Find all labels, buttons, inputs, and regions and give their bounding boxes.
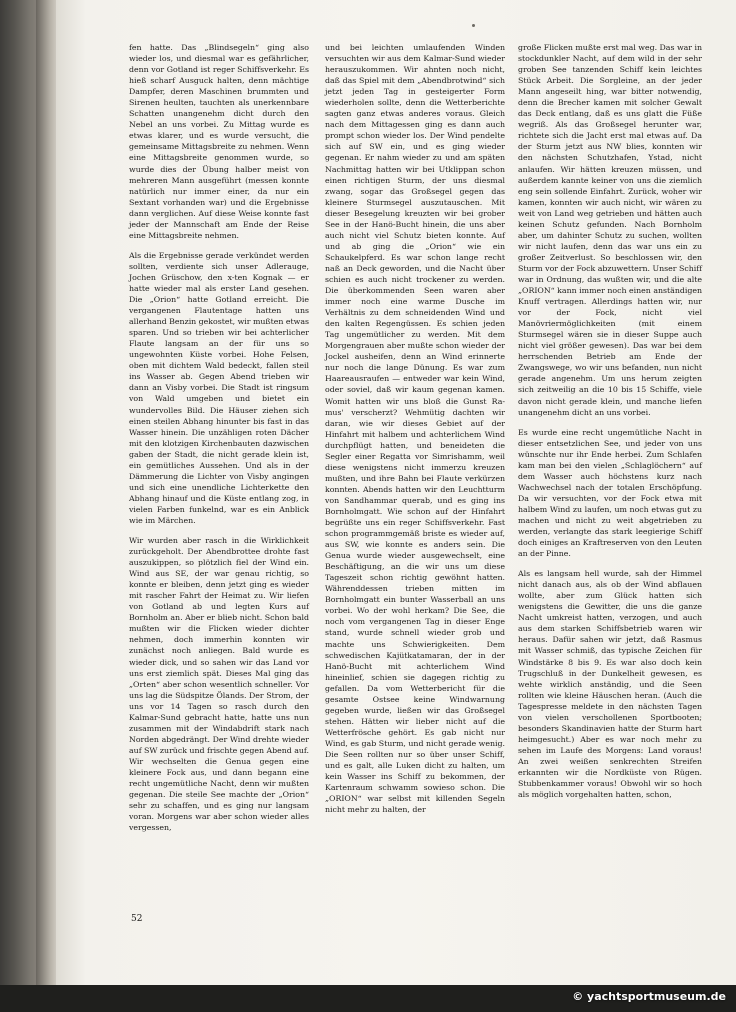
paragraph: große Flicken mußte erst mal weg. Das war in stockdunkler Nacht, auf dem wild in der sehr groben See tanzenden Schiff kein leichtes Stück Arbeit. Die Sorgleine, an der jeder Mann angeseilt hing, war bitter notwendig, denn die Brecher kamen mit solcher Gewalt das Deck entlang, daß es uns glatt die Füße wegriß. Als das Großsegel herunter war, richtete sich die Jacht erst mal etwas auf. Da der Sturm jetzt aus NW blies, konnten wir den nächsten Schutzhafen, Ystad, nicht anlaufen. Wir hätten kreuzen müssen, und außerdem kannte keiner von uns die ziemlich eng sein sollende Einfahrt. Zurück, woher wir kamen, konnten wir auch nicht, wir wären zu weit von Land weg getrieben und hätten auch keinen Schutz gefunden. Nach Bornholm aber, um dahinter Schutz zu suchen, wollten wir nicht laufen, denn das war uns ein zu großer Zeitverlust. So beschlossen wir, den Sturm vor der Fock abzuwettern. Unser Schiff war in Ordnung, das wußten wir, und die alte „ORION“ kann immer noch einen anständigen Knuff vertragen. Allerdings hatten wir, nur vor der Fock, nicht viel Manövriermöglichkeiten (mit einem Sturmsegel wären sie in dieser Suppe auch nicht viel größer gewesen). Das war bei dem herrschenden Betrieb am Ende der Zwangswege, wo wir uns befanden, nun nicht gerade angenehm. Um uns herum zeigten sich zeitweilig an die 10 bis 15 Schiffe, viele davon nicht gerade klein, und manche liefen unangenehm dicht an uns vorbei. [518,43,703,417]
paragraph: Als die Ergebnisse gerade verkündet werden sollten, verdiente sich unser Adlerauge, Jochen Grüschow, den x-ten Kognak — er hatte wieder mal als erster Land gesehen. Die „Orion“ hatte Gotland erreicht. Die vergangenen Flautentage hatten uns allerhand Benzin gekostet, wir mußten etwas sparen. Und so trieben wir bei achterlicher Flaute langsam an der für uns so ungewohnten Küste vorbei. Hohe Felsen, oben mit dichtem Wald bedeckt, fallen steil ins Wasser ab. Gegen Abend trieben wir dann an Visby vorbei. Die Stadt ist ringsum von Wald umgeben und bietet ein wundervolles Bild. Die Häuser ziehen sich einen steilen Abhang hinunter bis fast in das Wasser hinein. Die unzähligen roten Dächer mit den klotzigen Kirchenbauten dazwischen gaben der Stadt, die nicht gerade klein ist, ein gemütliches Aussehen. Und als in der Dämmerung die Lichter von Visby angingen und sich eine unendliche Lichterkette den Abhang hinauf und die Küste entlang zog, in vielen Farben funkelnd, war es ein Anblick wie im Märchen. [129,250,310,525]
page-number: 52 [131,914,143,924]
paragraph: und bei leichten umlaufenden Winden versuchten wir aus dem Kalmar-Sund wieder herauszukommen. Wir ahnten noch nicht, daß das Spiel mit dem „Abendbrotwind“ sich jetzt jeden Tag in gesteigerter Form wiederholen sollte, denn die Wetterberichte sagten ganz etwas anderes voraus. Gleich nach dem Mittagessen ging es dann auch prompt schon wieder los. Der Wind pendelte sich auf SW ein, und es ging wieder gegenan. Er nahm wieder zu und am späten Nachmittag hatten wir bei Utklippan schon einen richtigen Sturm, der uns diesmal zwang, sogar das Großsegel gegen das kleinere Sturmsegel auszutauschen. Mit dieser Besegelung kreuzten wir bei grober See in der Hanö-Bucht hinein, die uns aber auch nicht viel Schutz bieten konnte. Auf und ab ging die „Orion“ wie ein Schaukelpferd. Es war schon lange recht naß an Deck geworden, und die Nacht über schien es auch nicht trockener zu werden. Die überkommenden Seen waren aber immer noch eine warme Dusche im Verhältnis zu dem schneidenden Wind und den kalten Regengüssen. Es schien jeden Tag ungemütlicher zu werden. Mit dem Morgengrauen aber mußte schon wieder der Jockel ausheifen, denn an Wind erinnerte nur noch die lange Dünung. Es war zum Haareausraufen — entweder war kein Wind, oder soviel, daß wir kaum gegenan kamen. Womit hatten wir uns bloß die Gunst Ra-mus' verscherzt? Wehmütig dachten wir daran, wie wir dieses Gebiet auf der Hinfahrt mit halbem und achterlichem Wind durchpflügt hatten, und beneideten die Segler einer Regatta vor Simrishamm, weil diese wenigstens nicht immerzu kreuzen mußten, und ihre Bahn bei Flaute verkürzen konnten. Abends hatten wir den Leuchtturm von Sandhammar querab, und es ging ins Bornholmgatt. Wie schon auf der Hinfahrt begrüßte uns ein reger Schiffsverkehr. Fast schon programmgemäß briste es wieder auf, aus SW, wie konnte es anders sein. Die Genua wurde wieder ausgewechselt, eine Beschäftigung, an die wir uns um diese Tageszeit schon richtig gewöhnt hatten. Währenddessen trieben mitten im Bornholmgatt ein bunter Wasserball an uns vorbei. Wo der wohl herkam? Die See, die noch vom vergangenen Tag in dieser Enge stand, wurde schnell wieder grob und machte uns Schwierigkeiten. Dem schwedischen Kajütkatamaran, der in der Hanö-Bucht mit achterlichem Wind hineinlief, schien sie dagegen richtig zu gefallen. Da vom Wetterbericht für die gesamte Ostsee keine Windwarnung gegeben wurde, ließen wir das Großsegel stehen. Hätten wir lieber nicht auf die Wetterfrösche gehört. Es gab nicht nur Wind, es gab Sturm, und nicht gerade wenig. Die Seen rollten nur so über unser Schiff, und es galt, alle Luken dicht zu halten, um kein Wasser ins Schiff zu bekommen, der Kartenraum schwamm sowieso schon. Die „ORION“ war selbst mit killenden Segeln nicht mehr zu halten, der [325,43,505,815]
text-column-left [129,42,309,833]
text-column-middle [325,42,505,815]
paragraph: Es wurde eine recht ungemütliche Nacht in dieser entsetzlichen See, und jeder von uns wünschte nur ihr Ende herbei. Zum Schlafen kam man bei den vielen „Schlaglöchern“ auf dem Wasser auch höchstens kurz nach Wachwechsel nach der totalen Erschöpfung. Da wir versuchten, vor der Fock etwa mit halbem Wind zu laufen, um noch etwas gut zu machen und nicht zu weit abgetrieben zu werden, verlangte das stark leegierige Schiff doch einiges an Kraftreserven von den Leuten an der Pinne. [518,427,702,559]
paragraph: Wir wurden aber rasch in die Wirklichkeit zurückgeholt. Der Abendbrottee drohte fast auszukippen, so plötzlich fiel der Wind ein. Wind aus SE, der war genau richtig, so konnte er bleiben, denn jetzt ging es wieder mit rascher Fahrt der Heimat zu. Wir liefen von Gotland ab und legten Kurs auf Bornholm an. Aber er blieb nicht. Schon bald mußten wir die Flicken wieder dichter nehmen, doch immerhin konnten wir zunächst noch anliegen. Bald wurde es wieder dick, und so sahen wir das Land vor uns erst ziemlich spät. Dieses Mal ging das „Orten“ aber schon wesentlich schneller. Vor uns lag die Südspitze Ölands. Der Strom, der uns vor 14 Tagen so rasch durch den Kalmar-Sund gebracht hatte, hatte uns nun zusammen mit der Windabdrift stark nach Norden abgedrängt. Der Wind drehte wieder auf SW zurück und frischte gegen Abend auf. Wir wechselten die Genua gegen eine kleinere Fock aus, und dann begann eine recht ungemütliche Nacht, denn wir mußten gegenan. Die steile See machte der „Orion“ sehr zu schaffen, und es ging nur langsam voran. Morgens war aber schon wieder alles vergessen, [129,536,309,833]
text-column-right [518,42,702,800]
paper-speck [472,24,475,27]
paragraph: Als es langsam hell wurde, sah der Himmel nicht danach aus, als ob der Wind abflauen wollte, aber zum Glück hatten sich wenigstens die Gewitter, die uns die ganze Nacht umkreist hatten, verzogen, und auch aus dem starken Schiffsbetrieb waren wir heraus. Dafür sahen wir jetzt, daß Rasmus mit Wasser schmiß, das typische Zeichen für Windstärke 8 bis 9. Es war also doch kein Trugschluß in der Dunkelheit gewesen, es wehte wirklich anständig, und die Seen rollten wie kleine Häuschen heran. (Auch die Tagespresse meldete in den nächsten Tagen von vielen verschollenen Sportbooten; besonders Skandinavien hatte der Sturm hart heimgesucht.) Aber es war noch mehr zu sehen im Laufe des Morgens: Land voraus! An zwei weißen senkrechten Streifen erkannten wir die Nordküste von Rügen. Stubbenkammer voraus! Obwohl wir so hoch als möglich vorgehalten hatten, schon, [518,569,702,800]
watermark: © yachtsportmuseum.de [572,990,726,1003]
paragraph: fen hatte. Das „Blindsegeln“ ging also wieder los, und diesmal war es gefährlicher, denn vor Gotland ist reger Schiffsverkehr. Es hieß scharf Ausguck halten, denn mächtige Dampfer, deren Maschinen brummten und Sirenen heulten, tauchten als unerkennbare Schatten unangenehm dicht durch den Nebel an uns vorbei. Zu Mittag wurde es etwas klarer, und es wurde versucht, die gemeinsame Mittagsbreite zu nehmen. Wenn eine Mittagsbreite genommen wurde, so wurde dies der Übung halber meist von mehreren Mann ausgeführt (messen konnte natürlich nur immer einer, da nur ein Sextant vorhanden war) und die Ergebnisse dann verglichen. Auf diese Weise konnte fast jeder der Mannschaft am Ende der Reise eine Mittagsbreite nehmen. [129,43,309,240]
